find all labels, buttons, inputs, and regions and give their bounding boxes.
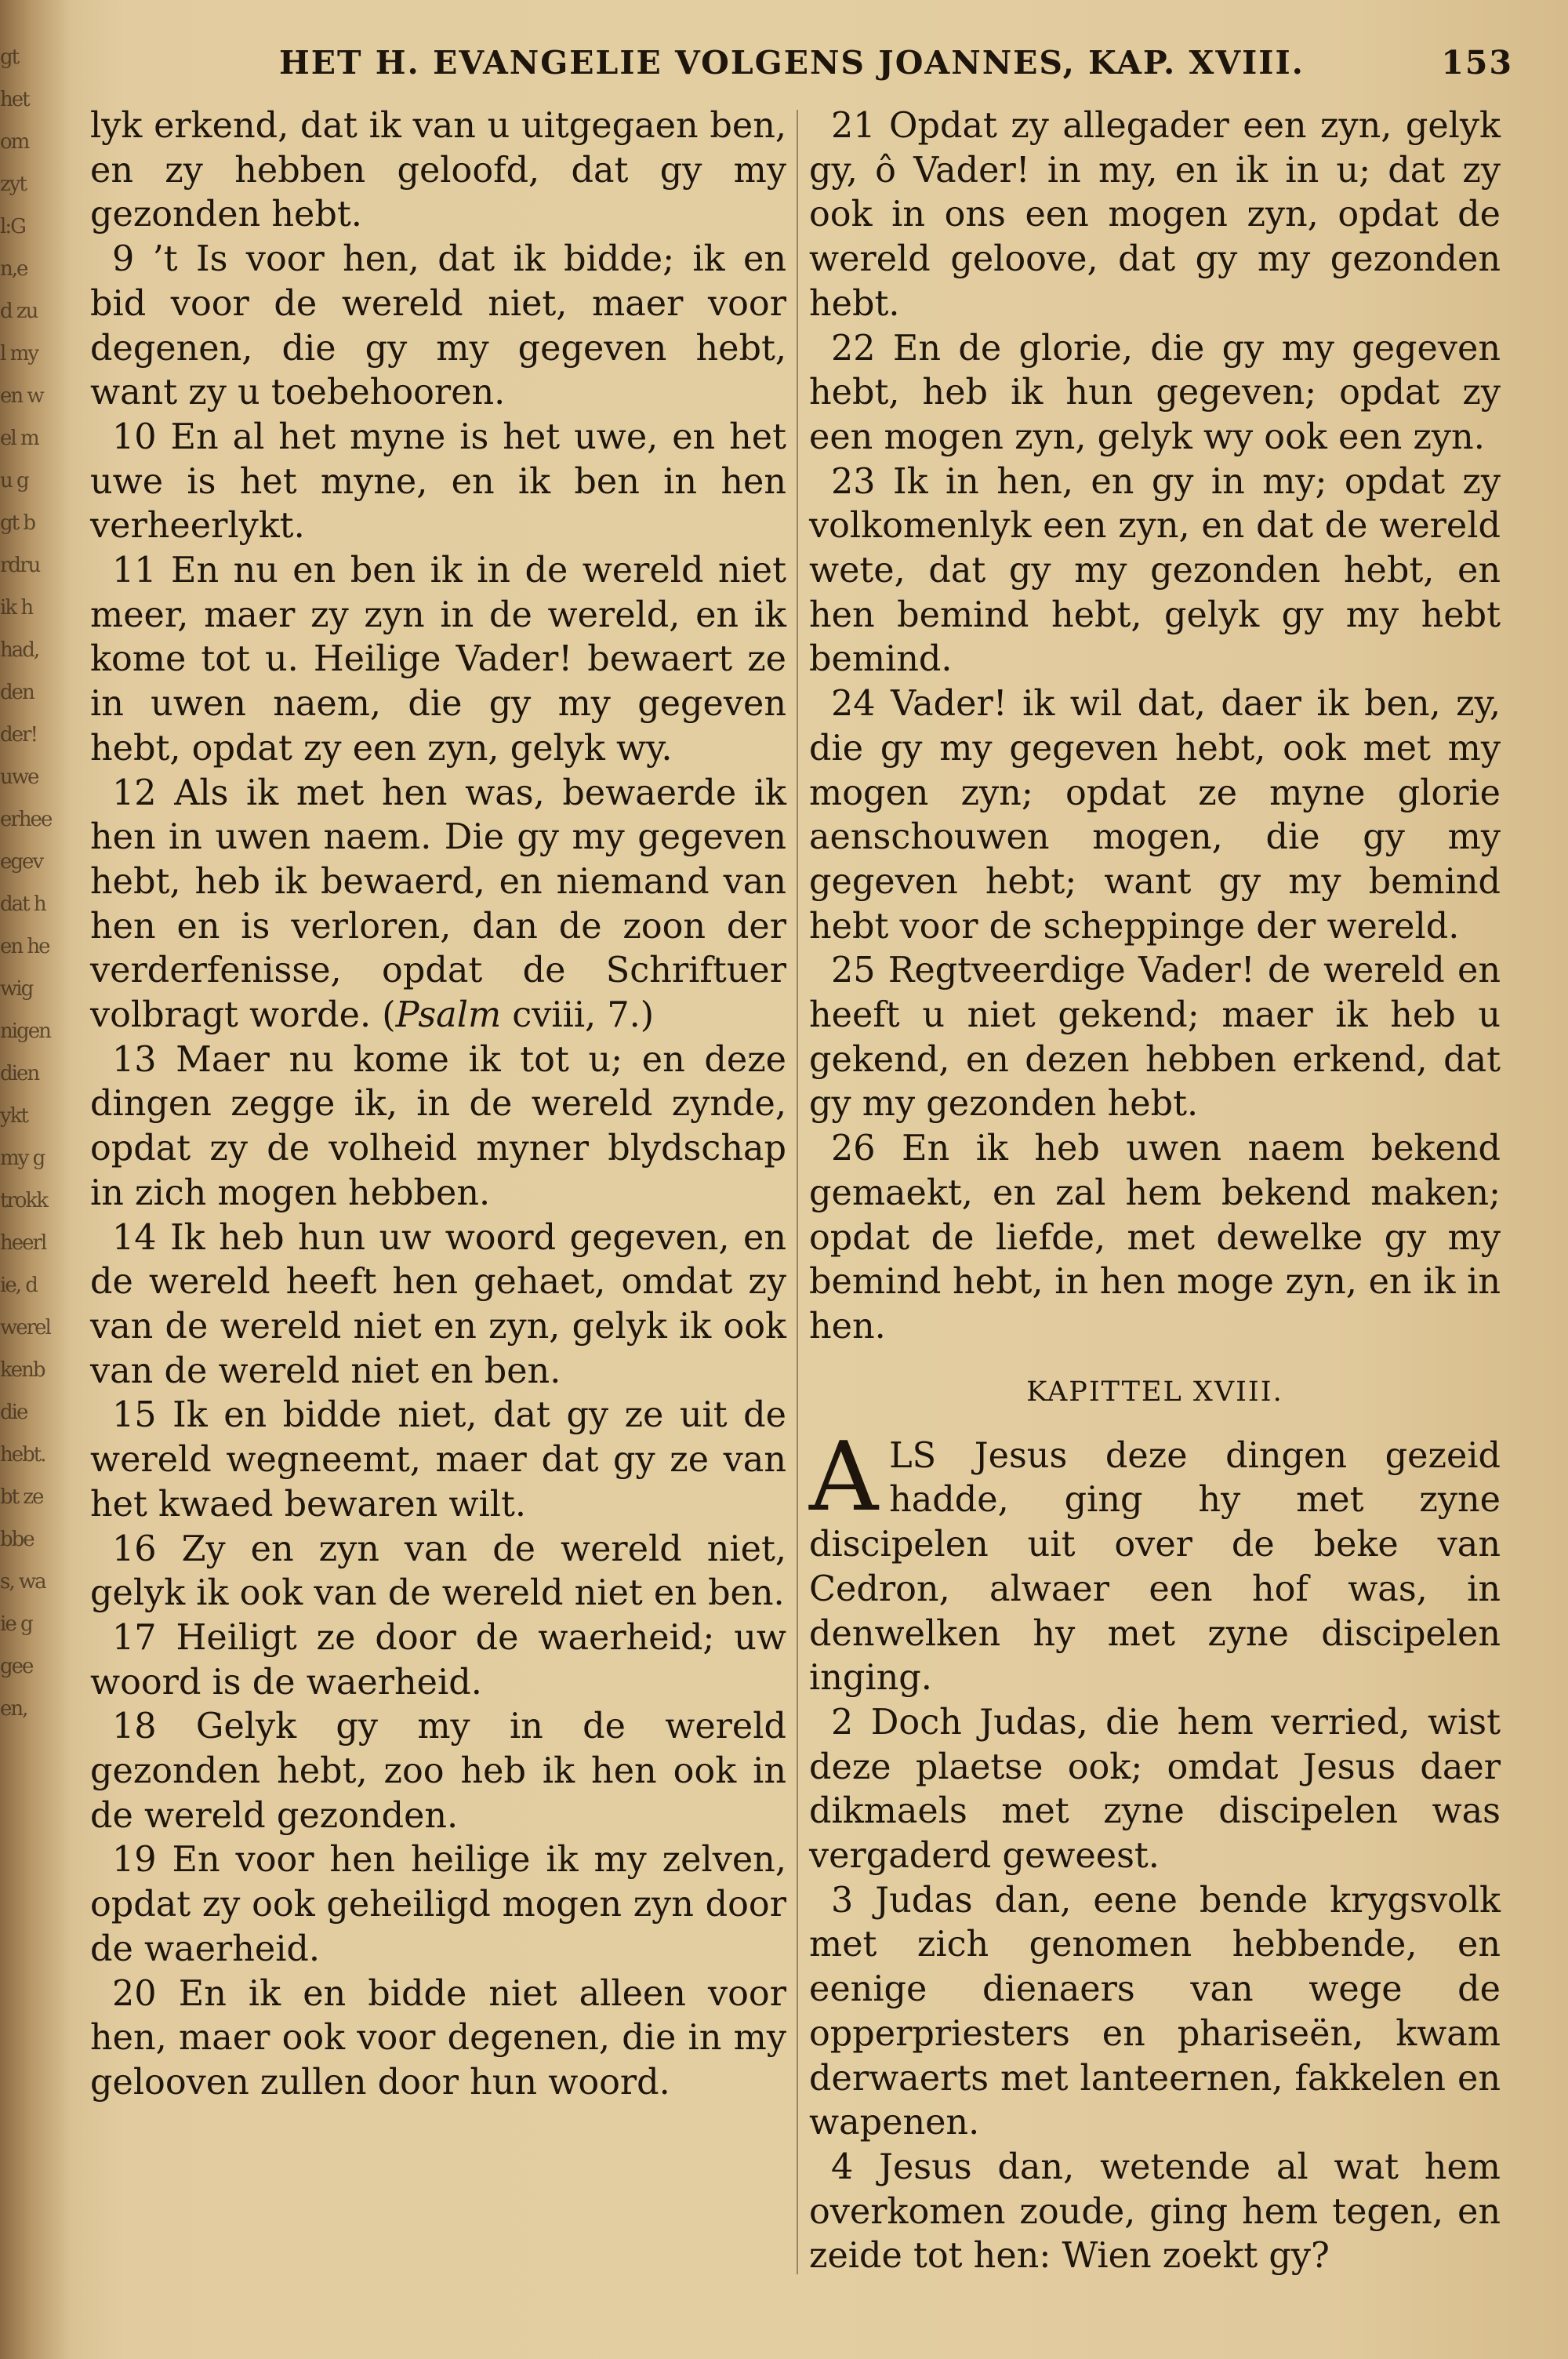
scripture-reference: Psalm (395, 995, 502, 1036)
bleed-fragment: gt b (0, 511, 34, 535)
verse-text: 9 ’t Is voor hen, dat ik bidde; ik en bid voor de wereld niet, maer voor degenen, die gy my gegeven hebt, want zy u toebehooren. (90, 239, 786, 413)
bleed-fragment: kenb (0, 1358, 45, 1382)
bleed-fragment: my g (0, 1147, 45, 1170)
bleed-fragment: uwe (0, 765, 38, 789)
verse (809, 104, 1501, 327)
running-title: HET H. EVANGELIE VOLGENS JOANNES, KAP. XVIII. (279, 44, 1305, 82)
bleed-fragment: egev (0, 850, 43, 874)
facing-page-bleed (0, 47, 53, 2321)
verse (90, 1838, 786, 1972)
verse-text-after: cviii, 7.) (501, 995, 655, 1036)
verse (90, 1705, 786, 1838)
verse-text: 10 En al het myne is het uwe, en het uwe is het myne, en ik ben in hen verheerlykt. (90, 416, 786, 547)
verse-text: 12 Als ik met hen was, bewaerde ik hen in uwen naem. Die gy my gegeven hebt, heb ik bewaerd, en niemand van hen en is verloren, dan de zoon der verderfenisse, opdat de Schriftuer volbragt worde. ( (90, 772, 786, 1036)
verse (809, 1879, 1501, 2146)
verse (90, 1528, 786, 1616)
bleed-fragment: u g (0, 469, 28, 493)
bleed-fragment: el m (0, 427, 38, 450)
verse (90, 416, 786, 549)
bleed-fragment: bbe (0, 1528, 34, 1551)
bleed-fragment: dat h (0, 892, 45, 916)
bleed-fragment: dien (0, 1062, 39, 1085)
verse-text: 22 En de glorie, die gy my gegeven hebt, heb ik hun gegeven; opdat zy een mogen zyn, gelyk wy ook een zyn. (809, 328, 1501, 457)
verse (90, 772, 786, 1038)
verse-text: 2 Doch Judas, die hem verried, wist deze plaetse ook; omdat Jesus daer dikmaels met zyne discipelen was vergaderd geweest. (809, 1702, 1501, 1877)
right-verse-list (809, 104, 1501, 1350)
bleed-fragment: erhee (0, 808, 52, 831)
verse-text: 4 Jesus dan, wetende al wat hem overkomen zoude, ging hem tegen, en zeide tot hen: Wien zoekt gy? (809, 2146, 1501, 2277)
bleed-fragment: den (0, 681, 34, 704)
verse-text: 23 Ik in hen, en gy in my; opdat zy volkomenlyk een zyn, en dat de wereld wete, dat gy my gezonden hebt, en hen bemind hebt, gelyk gy my hebt bemind. (809, 461, 1501, 680)
verse-text: 17 Heiligt ze door de waerheid; uw woord is de waerheid. (90, 1617, 786, 1703)
verse (90, 1616, 786, 1705)
bleed-fragment: had, (0, 638, 39, 662)
verse-text: 15 Ik en bidde niet, dat gy ze uit de wereld wegneemt, maer dat gy ze van het kwaed bewaren wilt. (90, 1395, 786, 1525)
verse-text: 26 En ik heb uwen naem bekend gemaekt, en zal hem bekend maken; opdat de liefde, met dewelke gy my bemind hebt, in hen moge zyn, en ik in hen. (809, 1129, 1501, 1347)
verse-continuation: lyk erkend, dat ik van u uitgegaen ben, en zy hebben geloofd, dat gy my gezonden hebt. (90, 106, 786, 235)
bleed-fragment: en he (0, 935, 49, 958)
verse-text: 24 Vader! ik wil dat, daer ik ben, zy, die gy my gegeven hebt, ook met my mogen zyn; opdat ze myne glorie aenschouwen mogen, die gy my gegeven hebt; want gy my bemind hebt voor de scheppinge der wereld. (809, 684, 1501, 947)
bleed-fragment: gee (0, 1655, 33, 1678)
running-header (86, 44, 1513, 94)
verse (90, 1394, 786, 1527)
bleed-fragment: gt (0, 47, 19, 69)
bleed-fragment: s, wa (0, 1570, 45, 1594)
drop-cap: A (809, 1420, 879, 1532)
verse (90, 1216, 786, 1394)
bleed-fragment: nigen (0, 1020, 50, 1043)
verse (809, 1127, 1501, 1350)
bleed-fragment: rdru (0, 554, 40, 577)
bleed-fragment: l my (0, 342, 38, 365)
verse (90, 238, 786, 416)
bleed-fragment: om (0, 130, 29, 154)
verse-text: 20 En ik en bidde niet alleen voor hen, maer ook voor degenen, die in my gelooven zullen door hun woord. (90, 1973, 786, 2103)
page-number: 153 (1441, 44, 1513, 82)
verse-text: 16 Zy en zyn van de wereld niet, gelyk ik ook van de wereld niet en ben. (90, 1528, 786, 1614)
chapter-first-verse (809, 1420, 1501, 1701)
right-column (809, 104, 1501, 2279)
verse (809, 460, 1501, 683)
bleed-fragment: en w (0, 384, 43, 408)
left-column (90, 104, 786, 2106)
chapter-first-text: LS Jesus deze dingen gezeid hadde, ging hy met zyne discipelen uit over de beke van Cedron, alwaer een hof was, in denwelken hy met zyne discipelen inging. (809, 1435, 1501, 1699)
bleed-fragment: wig (0, 977, 33, 1001)
chapter-verse-list (809, 1701, 1501, 2279)
verse (90, 1038, 786, 1216)
verse (90, 1972, 786, 2106)
bleed-fragment: trokk (0, 1189, 48, 1212)
verse (809, 1701, 1501, 1879)
bleed-fragment: ykt (0, 1104, 27, 1128)
verse-text: 25 Regtveerdige Vader! de wereld en heeft u niet gekend; maer ik heb u gekend, en dezen hebben erkend, dat gy my gezonden hebt. (809, 951, 1501, 1125)
verse (809, 327, 1501, 460)
bleed-fragment: ik h (0, 596, 33, 620)
verse (809, 2146, 1501, 2279)
bleed-fragment: heerl (0, 1231, 46, 1255)
bleed-fragment: die (0, 1401, 27, 1424)
verse (809, 949, 1501, 1127)
bleed-fragment: d zu (0, 300, 38, 323)
verse-text: 18 Gelyk gy my in de wereld gezonden hebt, zoo heb ik hen ook in de wereld gezonden. (90, 1707, 786, 1836)
column-divider (797, 110, 798, 2274)
verse-text: 13 Maer nu kome ik tot u; en deze dingen zegge ik, in de wereld zynde, opdat zy de volheid myner blydschap in zich mogen hebben. (90, 1039, 786, 1213)
bleed-fragment: werel (0, 1316, 50, 1339)
bleed-fragment: en, (0, 1697, 27, 1721)
bleed-fragment: hebt. (0, 1443, 45, 1467)
bleed-fragment: n,e (0, 257, 27, 281)
bleed-fragment: bt ze (0, 1485, 43, 1509)
left-verse-list (90, 238, 786, 2106)
verse-text: 14 Ik heb hun uw woord gegeven, en de wereld heeft hen gehaet, omdat zy van de wereld niet en zyn, gelyk ik ook van de wereld niet en ben. (90, 1217, 786, 1391)
bleed-fragment: ie g (0, 1612, 32, 1636)
bleed-fragment: l:G (0, 215, 25, 238)
bleed-fragment: zyt (0, 173, 26, 196)
bleed-fragment: ie, d (0, 1274, 37, 1297)
verse (90, 549, 786, 772)
verse (809, 682, 1501, 949)
verse-text: 11 En nu en ben ik in de wereld niet meer, maer zy zyn in de wereld, en ik kome tot u. Heilige Vader! bewaert ze in uwen naem, die gy my gegeven hebt, opdat zy een zyn, gelyk wy. (90, 551, 786, 769)
verse-text: 3 Judas dan, eene bende krygsvolk met zich genomen hebbende, en eenige dienaers van wege de opperpriesters en phariseën, kwam derwaerts met lanteernen, fakkelen en wapenen. (809, 1880, 1501, 2143)
bleed-fragment: der! (0, 723, 37, 747)
verse-text: 21 Opdat zy allegader een zyn, gelyk gy, ô Vader! in my, en ik in u; dat zy ook in ons een mogen zyn, opdat de wereld geloove, dat gy my gezonden hebt. (809, 106, 1501, 324)
verse-text: 19 En voor hen heilige ik my zelven, opdat zy ook geheiligd mogen zyn door de waerheid. (90, 1840, 786, 1969)
chapter-heading: KAPITTEL XVIII. (1026, 1376, 1283, 1408)
bleed-fragment: het (0, 88, 29, 111)
